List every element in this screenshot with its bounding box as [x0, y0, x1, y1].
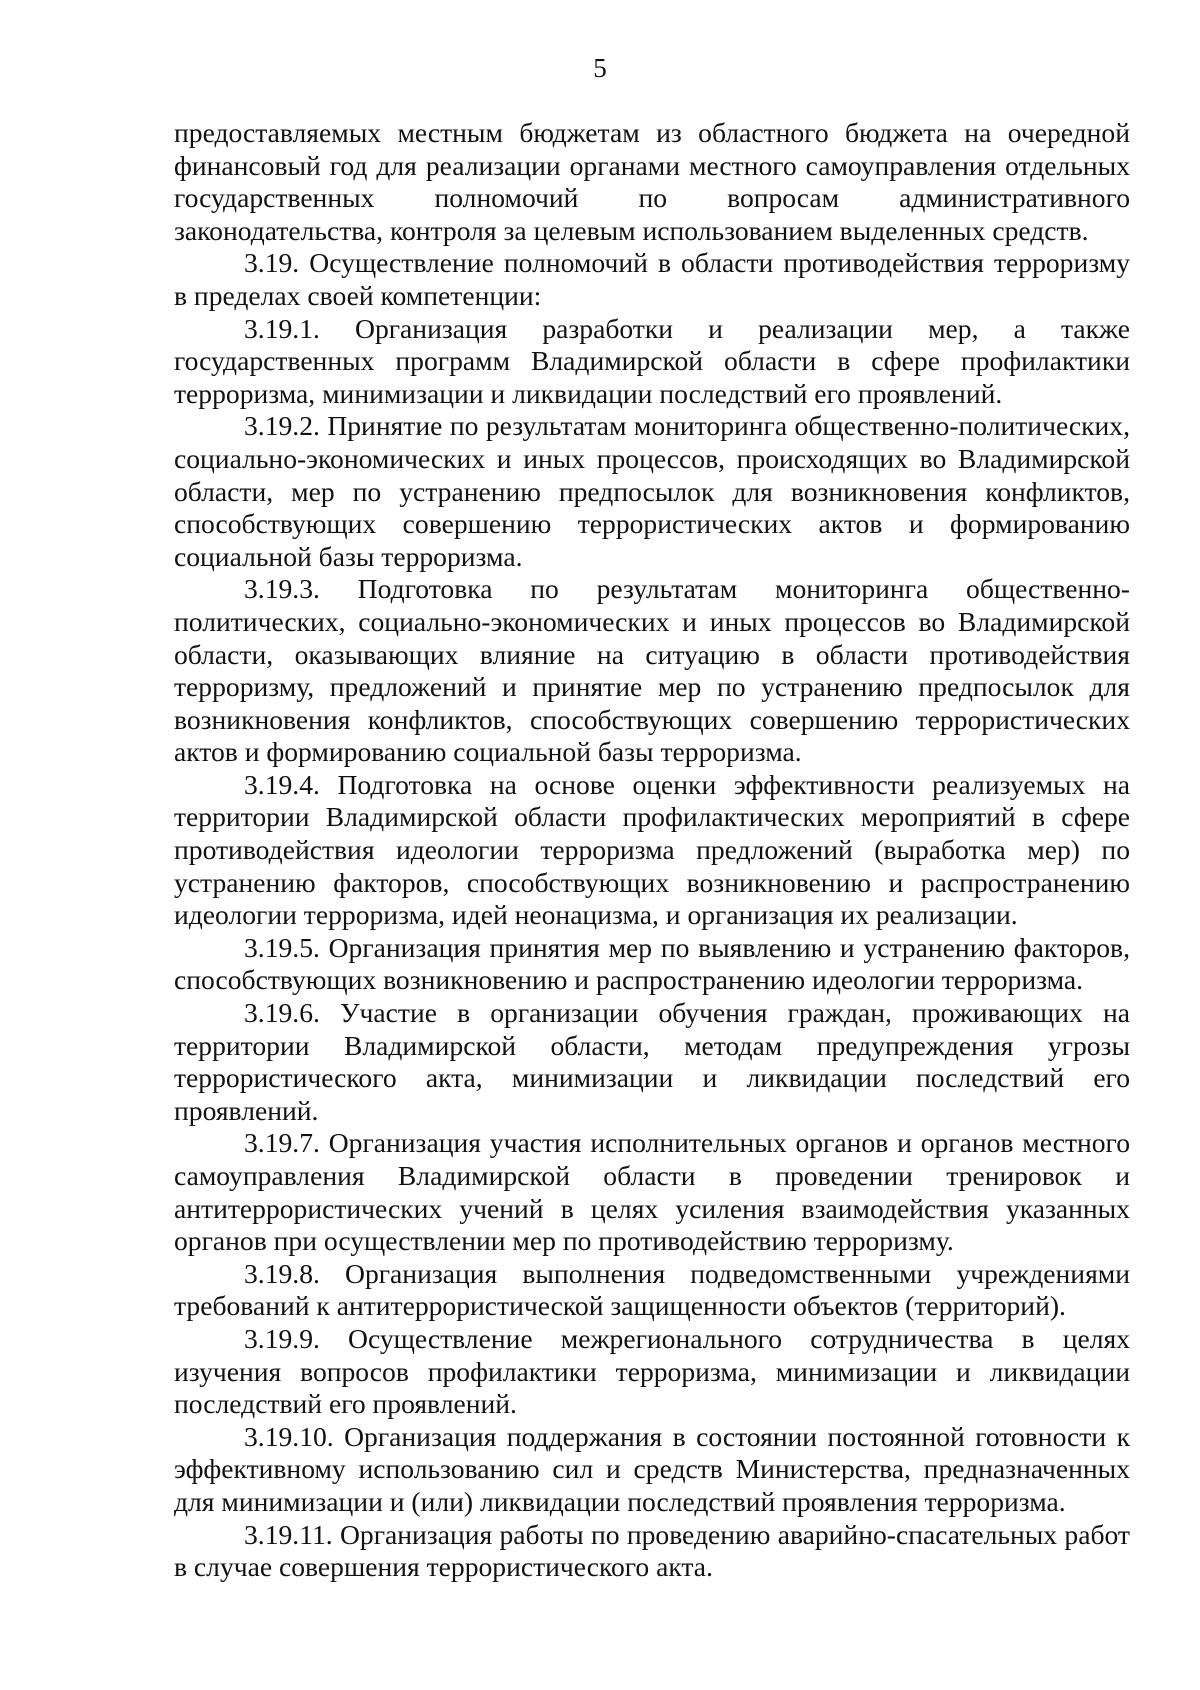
paragraph-3-19-11: 3.19.11. Организация работы по проведению аварийно-спасательных работ в случае совершения террористического акта. [174, 1518, 1130, 1583]
paragraph-3-19-1: 3.19.1. Организация разработки и реализации мер, а также государственных программ Владимирской области в сфере профилактики терроризма, минимизации и ликвидации последствий его проявлений. [174, 312, 1130, 409]
paragraph-3-19-6: 3.19.6. Участие в организации обучения граждан, проживающих на территории Владимирской области, методам предупреждения угрозы террористического акта, минимизации и ликвидации последствий его проявлений. [174, 997, 1130, 1126]
paragraph-3-19-9: 3.19.9. Осуществление межрегионального сотрудничества в целях изучения вопросов профилактики терроризма, минимизации и ликвидации последствий его проявлений. [174, 1322, 1130, 1420]
paragraph-3-19-2: 3.19.2. Принятие по результатам мониторинга общественно-политических, социально-экономических и иных процессов, происходящих во Владимирской области, мер по устранению предпосылок для возникновения конфликтов, способствующих совершению террористических актов и формированию социальной базы терроризма. [174, 410, 1130, 572]
paragraph-3-19: 3.19. Осуществление полномочий в области противодействия терроризму в пределах своей компетенции: [174, 247, 1130, 311]
document-body [174, 117, 1130, 1584]
paragraph-3-19-4: 3.19.4. Подготовка на основе оценки эффективности реализуемых на территории Владимирской области профилактических мероприятий в сфере противодействия идеологии терроризма предложений (выработка мер) по устранению факторов, способствующих возникновению и распространению идеологии терроризма, идей неонацизма, и организация их реализации. [174, 768, 1130, 931]
paragraph-3-19-3: 3.19.3. Подготовка по результатам мониторинга общественно-политических, социально-экономических и иных процессов во Владимирской области, оказывающих влияние на ситуацию в области противодействия терроризму, предложений и принятие мер по устранению предпосылок для возникновения конфликтов, способствующих совершению террористических актов и формированию социальной базы терроризма. [174, 573, 1130, 768]
paragraph-continuation: предоставляемых местным бюджетам из областного бюджета на очередной финансовый год для реализации органами местного самоуправления отдельных государственных полномочий по вопросам административного законодательства, контроля за целевым использованием выделенных средств. [174, 117, 1130, 246]
paragraph-3-19-10: 3.19.10. Организация поддержания в состоянии постоянной готовности к эффективному использованию сил и средств Министерства, предназначенных для минимизации и (или) ликвидации последствий проявления терроризма. [174, 1420, 1130, 1517]
page-number: 5 [593, 53, 607, 83]
paragraph-3-19-8: 3.19.8. Организация выполнения подведомственными учреждениями требований к антитеррористической защищенности объектов (территорий). [174, 1257, 1130, 1322]
paragraph-3-19-5: 3.19.5. Организация принятия мер по выявлению и устранению факторов, способствующих возникновению и распространению идеологии терроризма. [174, 931, 1130, 996]
paragraph-3-19-7: 3.19.7. Организация участия исполнительных органов и органов местного самоуправления Владимирской области в проведении тренировок и антитеррористических учений в целях усиления взаимодействия указанных органов при осуществлении мер по противодействию терроризму. [174, 1127, 1130, 1257]
